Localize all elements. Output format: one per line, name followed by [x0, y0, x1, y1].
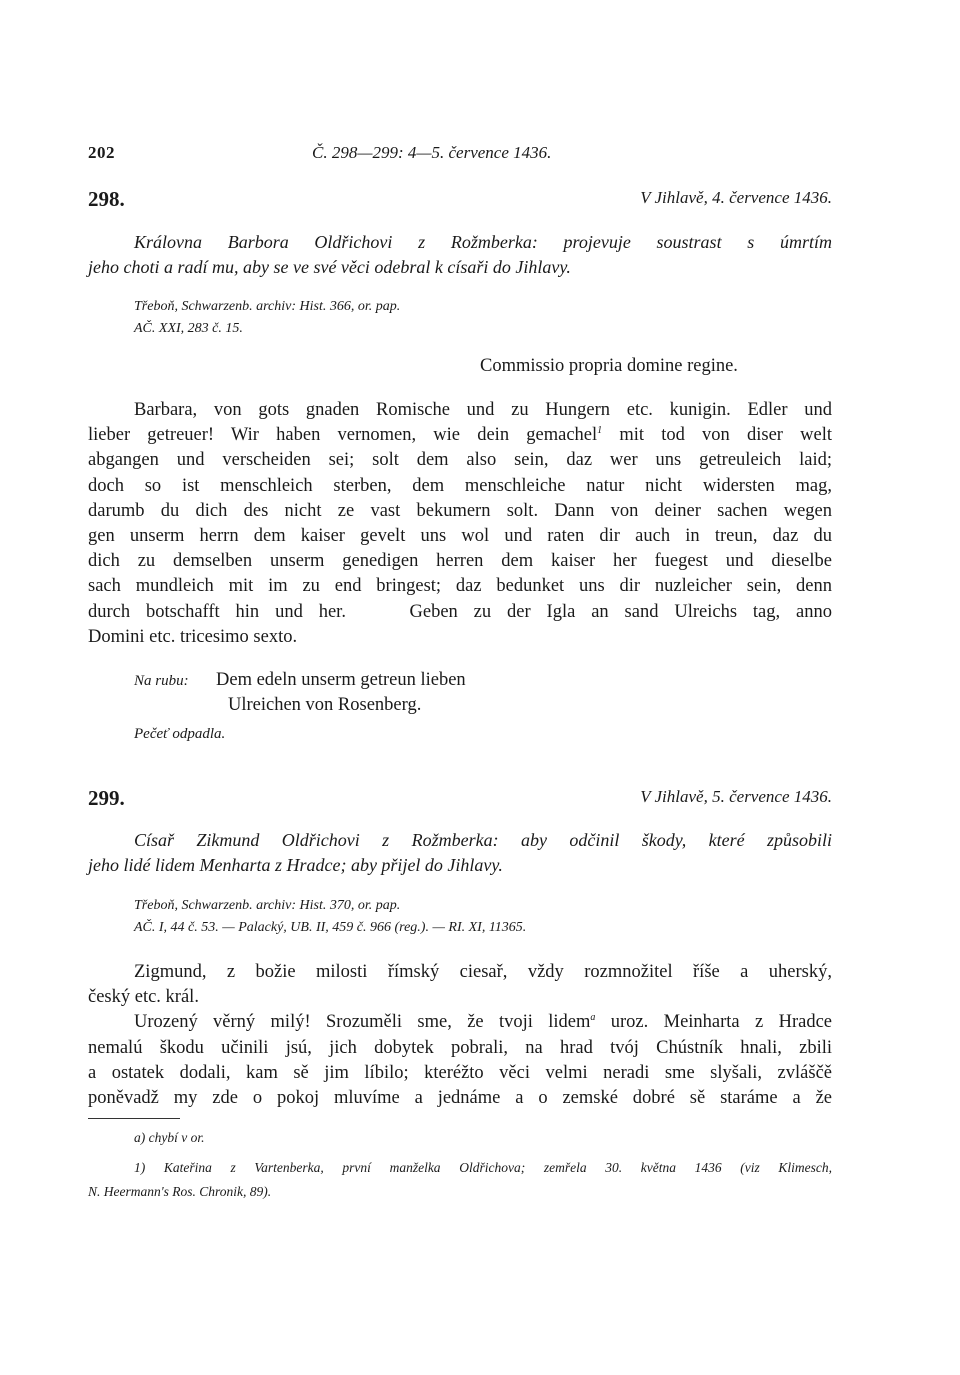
address-label: Na rubu: — [134, 673, 189, 689]
text-line: Zigmund, z božie milosti římský ciesař, vždy rozmnožitel říše a uherský, — [134, 962, 832, 982]
footnote-divider — [88, 1118, 180, 1119]
doc-298-sources — [134, 296, 400, 340]
seal-note: Pečeť odpadla. — [134, 726, 226, 742]
text-line: český etc. král. — [88, 987, 199, 1008]
footnote-ref-1: 1 — [597, 425, 603, 437]
footnote-1 — [88, 1156, 832, 1204]
running-title: Č. 298—299: 4—5. července 1436. — [312, 143, 552, 162]
source-line: AČ. I, 44 č. 53. — Palacký, UB. II, 459 č. 966 (reg.). — RI. XI, 11365. — [134, 920, 527, 935]
doc-299-regest — [88, 828, 832, 878]
doc-298-address — [216, 668, 466, 718]
source-line: Třeboň, Schwarzenb. archiv: Hist. 370, or. pap. — [134, 898, 401, 913]
doc-298-place-date: V Jihlavě, 4. července 1436. — [640, 188, 832, 207]
doc-299-place-date: V Jihlavě, 5. července 1436. — [640, 787, 832, 806]
text-line: abgangen und verscheiden sei; solt dem also sein, daz wer uns getreuleich laid; — [88, 450, 832, 471]
doc-298-text — [88, 398, 832, 650]
text-line: durch botschafft hin und her. Geben zu der Igla an sand Ulreichs tag, anno — [88, 601, 832, 622]
doc-299-sources — [134, 895, 526, 939]
text-line: Domini etc. tricesimo sexto. — [88, 626, 298, 647]
text-line: a ostatek dodali, kam sě jim líbilo; kteréžto věci velmi neradi sme slyšali, zvláščě — [88, 1062, 832, 1083]
text-segment: uroz. Meinharta z Hradce — [595, 1012, 832, 1033]
text-line: sach mundleich mit im zu end bringest; daz bedunket uns dir nuzleicher sein, denn — [88, 576, 832, 597]
doc-298-regest — [88, 230, 832, 280]
regest-line: jeho lidé lidem Menharta z Hradce; aby přijel do Jihlavy. — [88, 855, 503, 875]
doc-299-number: 299. — [88, 786, 125, 810]
source-line: Třeboň, Schwarzenb. archiv: Hist. 366, or. pap. — [134, 299, 401, 314]
page-number: 202 — [88, 143, 115, 162]
address-line: Ulreichen von Rosenberg. — [228, 695, 422, 715]
doc-299-text — [88, 960, 832, 1111]
text-line: dich zu demselben unserm genedigen herren dem kaiser her fuegest und dieselbe — [88, 551, 832, 572]
regest-line: Královna Barbora Oldřichovi z Rožmberka: projevuje soustrast s úmrtím — [134, 232, 832, 252]
text-line: gen unserm herrn dem kaiser gevelt uns wol und raten dir auch in treun, daz du — [88, 526, 832, 547]
regest-line: jeho choti a radí mu, aby se ve své věci odebral k císaři do Jihlavy. — [88, 257, 571, 277]
text-line — [88, 1010, 832, 1035]
doc-298-number: 298. — [88, 187, 125, 211]
footnote-line: N. Heermann's Ros. Chronik, 89). — [88, 1184, 272, 1199]
text-segment: lieber getreuer! Wir haben vernomen, wie dein gemachel — [88, 425, 598, 446]
regest-line: Císař Zikmund Oldřichovi z Rožmberka: aby odčinil škody, které způsobili — [134, 830, 832, 850]
footnote-line: 1) Kateřina z Vartenberka, první manželka Oldřichova; zemřela 30. května 1436 (viz Klimesch, — [134, 1160, 832, 1175]
text-line — [88, 423, 832, 448]
text-line: darumb du dich des nicht ze vast bekumern solt. Dann von deiner sachen wegen — [88, 500, 832, 521]
text-line: poněvadž my zde o pokoj mluvíme a jednáme a o zemské dobré sě staráme a že — [88, 1088, 832, 1109]
footnote-a: a) chybí v or. — [134, 1130, 205, 1145]
doc-298-commissio: Commissio propria domine regine. — [480, 356, 738, 376]
text-line: doch so ist menschleich sterben, dem menschleiche natur nicht widersten mag, — [88, 475, 832, 496]
footnote-ref-a: a — [590, 1012, 596, 1024]
address-line: Dem edeln unserm getreun lieben — [216, 670, 466, 690]
text-segment: Urozený věrný milý! Srozuměli sme, že tvoji lidem — [134, 1012, 591, 1033]
text-line: Barbara, von gots gnaden Romische und zu Hungern etc. kunigin. Edler und — [134, 400, 832, 420]
text-segment: mit tod von diser welt — [602, 425, 832, 446]
source-line: AČ. XXI, 283 č. 15. — [134, 321, 243, 336]
text-line: nemalú škodu učinili jsú, jich dobytek pobrali, na hrad tvój Chústník hnali, zbili — [88, 1037, 832, 1058]
